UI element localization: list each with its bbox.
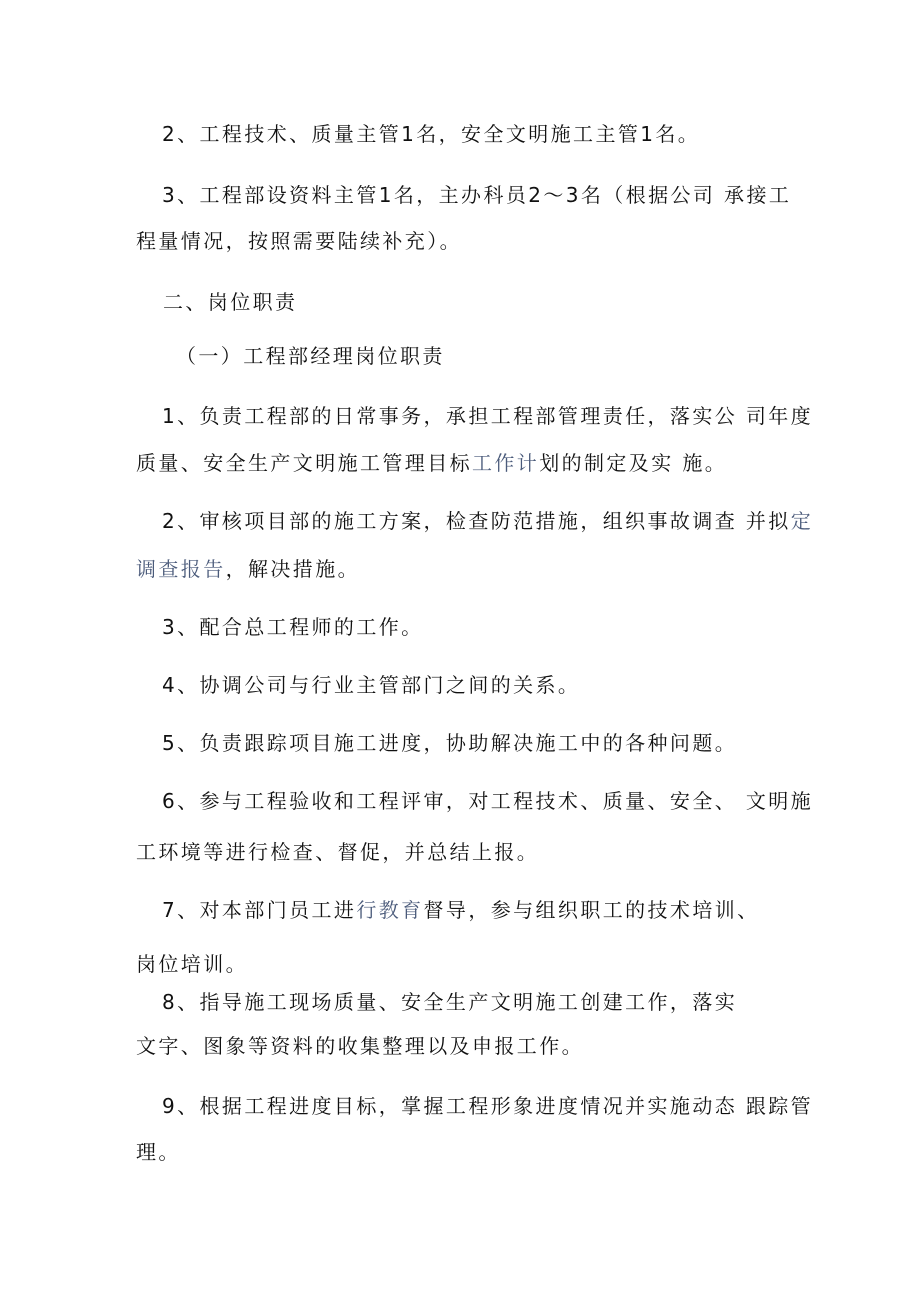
paragraph-line-17: 8、指导施工现场质量、安全生产文明施工创建工作，落实 [162,990,738,1014]
section-heading: 二、岗位职责 [163,290,298,314]
paragraph-line-1: 2、工程技术、质量主管1名，安全文明施工主管1名。 [162,122,701,146]
paragraph-line-18: 文字、图象等资料的收集整理以及申报工作。 [136,1034,584,1058]
paragraph-line-2: 3、工程部设资料主管1名，主办科员2～3名（根据公司 承接工 [162,183,792,207]
paragraph-line-7 [136,451,727,475]
paragraph-line-10: 3、配合总工程师的工作。 [162,615,424,639]
paragraph-line-11: 4、协调公司与行业主管部门之间的关系。 [162,673,581,697]
paragraph-line-8 [162,509,813,533]
paragraph-line-20: 理。 [136,1140,181,1164]
line-text: 7、对本部门员工进 [162,898,357,922]
line-text: 划的制定及实 施。 [539,451,728,475]
paragraph-line-16: 岗位培训。 [136,952,248,976]
line-text: 质量、安全生产文明施工管理目标 [136,451,472,475]
paragraph-line-6: 1、负责工程部的日常事务，承担工程部管理责任，落实公 司年度 [162,404,814,428]
paragraph-line-3: 程量情况，按照需要陆续补充）。 [136,229,462,253]
line-text: 督导，参与组织职工的技术培训、 [423,898,760,922]
line-text: ，解决措施。 [225,557,361,581]
paragraph-line-12: 5、负责跟踪项目施工进度，协助解决施工中的各种问题。 [162,731,738,755]
line-text: 2、审核项目部的施工方案，检查防范措施，组织事故调查 并拟 [162,509,791,533]
highlighted-text: 行教育 [356,898,424,922]
highlighted-text: 工作计 [472,451,540,475]
paragraph-line-13: 6、参与工程验收和工程评审，对工程技术、质量、安全、 文明施 [162,789,814,813]
paragraph-line-9 [136,557,360,581]
paragraph-line-19: 9、根据工程进度目标，掌握工程形象进度情况并实施动态 跟踪管 [162,1094,814,1118]
highlighted-text: 调查报告 [136,557,226,581]
paragraph-line-15 [162,898,760,922]
paragraph-line-14: 工环境等进行检查、督促，并总结上报。 [136,840,540,864]
subsection-heading: （一）工程部经理岗位职责 [176,344,445,368]
highlighted-text: 定 [790,509,814,533]
